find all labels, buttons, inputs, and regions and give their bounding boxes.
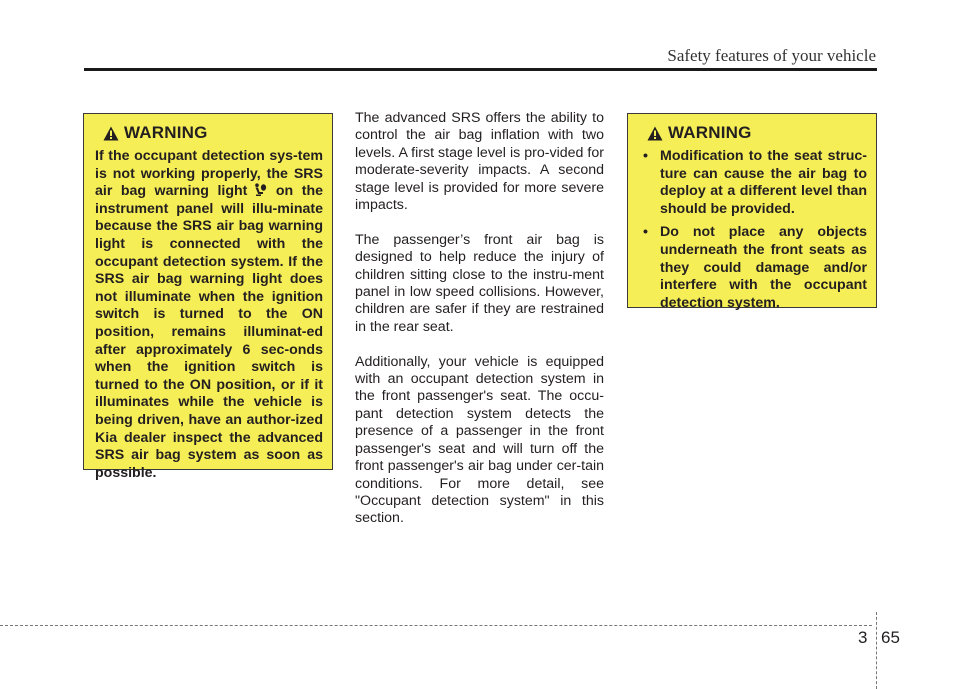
header-rule xyxy=(84,68,877,71)
body-text-column xyxy=(355,110,604,545)
list-item xyxy=(639,224,867,312)
footer-divider xyxy=(876,612,877,689)
warning-bullet-list xyxy=(639,148,867,312)
warning-box-right xyxy=(627,113,877,311)
page-number: 65 xyxy=(881,628,900,647)
list-item-text: Modification to the seat struc-ture can cause the air bag to deploy at a different level than should be provided. xyxy=(660,148,867,217)
warning-label: WARNING xyxy=(124,123,208,142)
warning-heading xyxy=(647,123,867,143)
bullet-icon: • xyxy=(643,148,648,164)
warning-text-part-2: on the instrument panel will illu-minate because the SRS air bag warning light is connected with the occupant detection system. If the SRS air bag warning light does not illuminate when the ignition switch is turned to the ON position, remains illuminat-ed after approximately 6 sec-onds when the ignition switch is turned to the ON position, or if it illuminates while the vehicle is being driven, have an author-ized Kia dealer inspect the advanced SRS air bag system as soon as possible. xyxy=(95,183,323,481)
chapter-number: 3 xyxy=(858,628,868,647)
body-paragraph-1: The advanced SRS offers the ability to control the air bag inflation with two levels. A first stage level is pro-vided for moderate-severity impacts. A second stage level is provided for more severe impacts. xyxy=(355,110,604,214)
bullet-icon: • xyxy=(643,224,648,241)
warning-text-part-1: If the occupant detection sys-tem is not working properly, the SRS air bag warning light xyxy=(95,148,323,200)
body-paragraph-2: The passenger’s front air bag is designed to help reduce the injury of children sitting close to the instru-ment panel in low speed collisions. However, children are safer if they are restrained in the rear seat. xyxy=(355,231,604,335)
warning-triangle-icon xyxy=(647,126,663,141)
warning-triangle-icon xyxy=(103,126,119,141)
list-item xyxy=(639,148,867,218)
footer-rule xyxy=(0,625,872,626)
warning-box-left xyxy=(83,113,333,481)
body-paragraph-3: Additionally, your vehicle is equipped with an occupant detection system in the front passenger's seat. The occu-pant detection system detects the presence of a passenger in the front passenger's seat and will turn off the front passenger's air bag under cer-tain conditions. For more detail, see "Occupant detection system" in this section. xyxy=(355,353,604,527)
airbag-warning-icon xyxy=(253,183,267,197)
warning-label: WARNING xyxy=(668,123,752,142)
page-header-title: Safety features of your vehicle xyxy=(667,46,876,65)
warning-text xyxy=(95,148,323,482)
warning-heading xyxy=(103,123,323,143)
list-item-text: Do not place any objects underneath the front seats as they could damage and/or interfere with the occupant detection system. xyxy=(660,224,867,311)
